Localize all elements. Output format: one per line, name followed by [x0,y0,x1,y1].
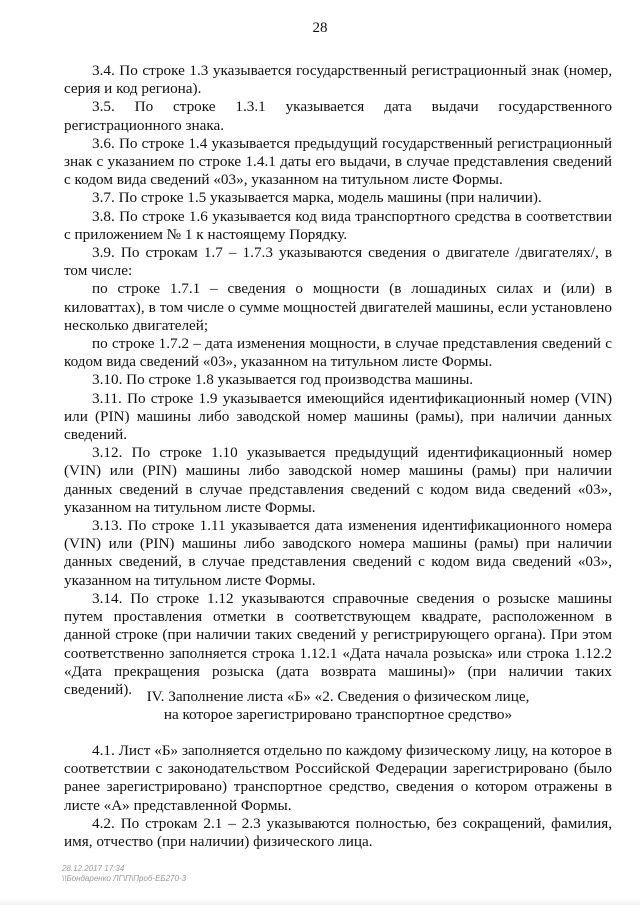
paragraph-3-10: 3.10. По строке 1.8 указывается год производства машины. [92,371,474,389]
section-heading-line-1: IV. Заполнение листа «Б» «2. Сведения о физическом лице, [146,688,530,705]
paragraph-3-9-line-1-7-2: по строке 1.7.2 – дата изменения мощности, в случае представления сведений с кодом вида сведений «03», указанном на титульном листе Формы. [64,335,612,371]
paragraph-4-1: 4.1. Лист «Б» заполняется отдельно по каждому физическому лицу, на которое в соответствии с законодательством Российской Федерации зарегистрировано (было ранее зарегистрировано) транспортное средство, сведения о котором отражены в листе «А» представленной Формы. [64,742,612,814]
print-stamp-date: 28.12.2017 17:34 [62,864,125,873]
print-stamp [62,864,186,884]
body-text [64,62,612,699]
paragraph-3-14: 3.14. По строке 1.12 указываются справочные сведения о розыске машины путем проставления отметки в соответствующем квадрате, расположенном в данной строке (при наличии таких сведений у регистрирующего органа). При этом соответственно заполняется строка 1.12.1 «Дата начала розыска» или строка 1.12.2 «Дата прекращения розыска (дата возврата машины)» (при наличии таких сведений). [64,589,612,698]
paragraph-3-9: 3.9. По строкам 1.7 – 1.7.3 указываются сведения о двигателе /двигателях/, в том числе: [64,244,612,280]
paragraph-3-9-line-1-7-1: по строке 1.7.1 – сведения о мощности (в лошадиных силах и (или) в киловаттах), в том числе о сумме мощностей двигателей машины, если установлено несколько двигателей; [64,280,612,334]
paragraph-3-11: 3.11. По строке 1.9 указывается имеющийся идентификационный номер (VIN) или (PIN) машины либо заводской номер машины (рамы), при наличии данных сведений. [64,389,612,444]
paragraph-3-12: 3.12. По строке 1.10 указывается предыдущий идентификационный номер (VIN) или (PIN) машины либо заводской номер машины (рамы) при наличии данных сведений в случае представления сведений с кодом вида сведений «03», указанном на титульном листе Формы. [64,444,612,516]
paragraph-3-4: 3.4. По строке 1.3 указывается государственный регистрационный знак (номер, серия и код региона). [64,62,612,98]
section-4-text [64,742,612,851]
section-heading-line-2: на которое зарегистрировано транспортное средство» [163,706,513,724]
scan-edge [0,898,640,905]
paragraph-4-2: 4.2. По строкам 2.1 – 2.3 указываются полностью, без сокращений, фамилия, имя, отчество (при наличии) физического лица. [64,814,612,851]
page-number: 28 [312,20,328,36]
paragraph-3-13: 3.13. По строке 1.11 указывается дата изменения идентификационного номера (VIN) или (PIN) машины либо заводского номера машины (рамы) при наличии данных сведений, в случае представления сведений с кодом вида сведений «03», указанном на титульном листе Формы. [64,517,612,589]
paragraph-3-5: 3.5. По строке 1.3.1 указывается дата выдачи государственного регистрационного знака. [64,98,612,134]
print-stamp-path: \\Бондаренко ЛГ\П\Проб-ЕБ270-3 [62,874,187,883]
paragraph-3-6: 3.6. По строке 1.4 указывается предыдущий государственный регистрационный знак с указанием по строке 1.4.1 даты его выдачи, в случае представления сведений с кодом вида сведений «03», указанном на титульном листе Формы. [64,134,612,189]
paragraph-3-7: 3.7. По строке 1.5 указывается марка, модель машины (при наличии). [92,189,542,207]
paragraph-3-8: 3.8. По строке 1.6 указывается код вида транспортного средства в соответствии с приложением № 1 к настоящему Порядку. [64,207,612,243]
section-heading [64,688,612,724]
